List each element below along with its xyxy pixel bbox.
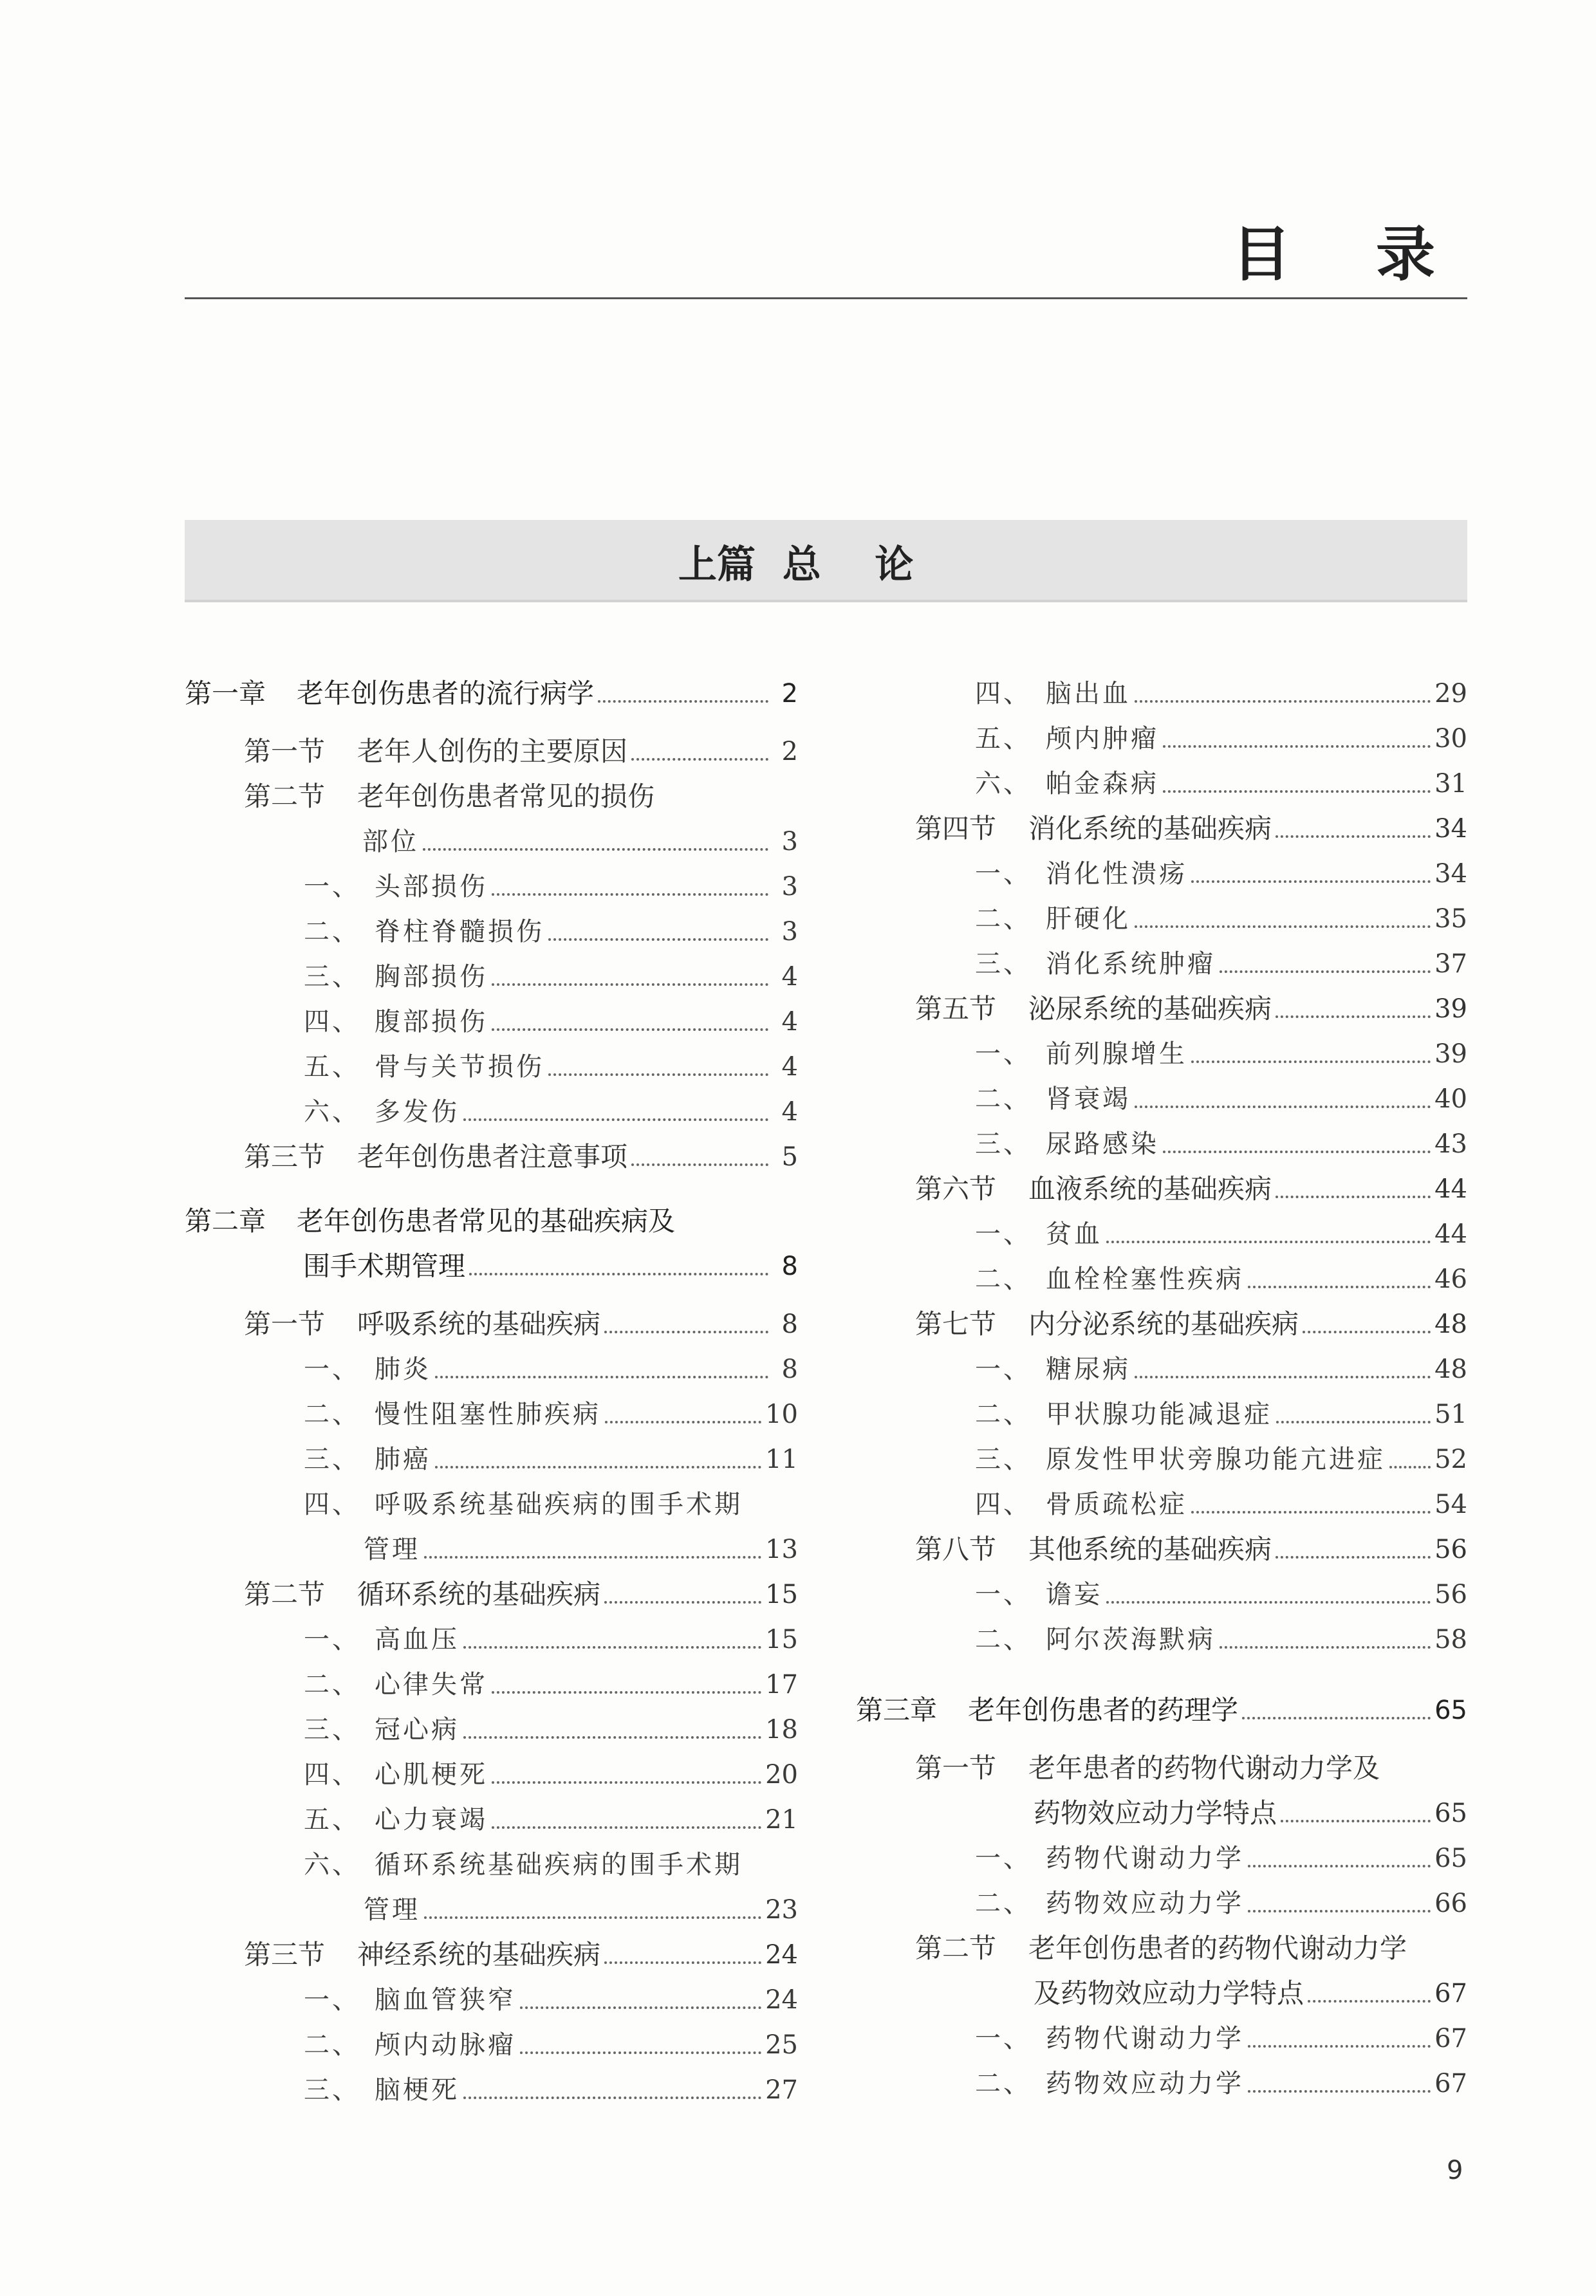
- toc-entry-title: 头部损伤: [375, 872, 488, 902]
- page-title: 目 录: [1231, 220, 1467, 289]
- toc-entry-page: 3: [781, 827, 798, 856]
- toc-entry-page: 48: [1434, 1310, 1467, 1339]
- toc-entry: [975, 945, 1467, 983]
- dot-leader: [423, 848, 768, 851]
- toc-entry-title: 老年创伤患者常见的损伤: [357, 781, 655, 812]
- toc-entry-title: 原发性甲状旁腺功能亢进症: [1046, 1445, 1386, 1474]
- toc-entry-title: 脑出血: [1046, 679, 1131, 708]
- toc-entry: [304, 1093, 798, 1131]
- toc-entry-page: 5: [781, 1142, 798, 1172]
- toc-entry-page: 58: [1434, 1625, 1467, 1654]
- toc-entry-title: 循环系统的基础疾病: [357, 1578, 601, 1610]
- dot-leader: [463, 1736, 761, 1739]
- toc-entry: [304, 1350, 798, 1389]
- toc-entry-page: 27: [765, 2075, 798, 2105]
- page-number: 9: [1447, 2156, 1463, 2185]
- toc-entry-title: 心律失常: [375, 1670, 488, 1699]
- dot-leader: [1135, 1106, 1431, 1108]
- toc-entry: [244, 1936, 798, 1974]
- toc-entry-title: 甲状腺功能减退症: [1046, 1400, 1272, 1429]
- toc-entry: [915, 1929, 1467, 1968]
- dot-leader: [424, 1916, 761, 1919]
- toc-entry-page: 65: [1434, 1799, 1467, 1828]
- dot-leader: [1106, 1601, 1431, 1604]
- dot-leader: [492, 1781, 761, 1784]
- toc-entry: [185, 1202, 798, 1241]
- toc-entry-label: 六、: [304, 1850, 360, 1880]
- dot-leader: [1248, 2045, 1431, 2048]
- toc-entry-label: 四、: [304, 1490, 360, 1519]
- dot-leader: [1248, 1910, 1431, 1912]
- toc-entry: [975, 1350, 1467, 1389]
- toc-entry-label: 二、: [975, 2069, 1032, 2098]
- dot-leader: [598, 700, 768, 703]
- toc-entry-page: 43: [1434, 1129, 1467, 1159]
- toc-entry-label: 一、: [975, 1039, 1032, 1069]
- toc-entry-title: 冠心病: [375, 1715, 459, 1745]
- dot-leader: [631, 758, 768, 761]
- toc-entry-page: 37: [1434, 949, 1467, 979]
- toc-entry: [975, 1884, 1467, 1923]
- toc-entry-title: 脑血管狭窄: [375, 1985, 516, 2015]
- toc-entry-title: 糖尿病: [1046, 1355, 1131, 1384]
- toc-entry-title: 神经系统的基础疾病: [357, 1939, 601, 1970]
- toc-entry-page: 2: [781, 737, 798, 766]
- toc-entry: [975, 1035, 1467, 1073]
- toc-entry: [303, 1247, 798, 1286]
- toc-entry: [304, 1048, 798, 1086]
- toc-entry: [975, 900, 1467, 938]
- toc-entry-label: 一、: [975, 1580, 1032, 1609]
- dot-leader: [1191, 1060, 1431, 1063]
- toc-entry: [975, 719, 1467, 758]
- toc-entry: [304, 1485, 798, 1524]
- toc-entry: [915, 810, 1467, 848]
- dot-leader: [492, 1826, 761, 1829]
- toc-entry-title: 血栓栓塞性疾病: [1046, 1264, 1244, 1294]
- dot-leader: [1191, 880, 1431, 883]
- dot-leader: [463, 1118, 768, 1121]
- toc-entry: [304, 2071, 798, 2109]
- dot-leader: [520, 2006, 761, 2009]
- dot-leader: [1276, 835, 1431, 838]
- toc-entry-title: 多发伤: [375, 1097, 459, 1127]
- toc-entry-page: 21: [765, 1805, 798, 1835]
- toc-entry-label: 一、: [304, 1625, 360, 1654]
- toc-entry: [975, 1125, 1467, 1163]
- toc-entry-title: 药物代谢动力学: [1046, 2024, 1244, 2053]
- toc-entry: [975, 674, 1467, 713]
- toc-entry-title: 阿尔茨海默病: [1046, 1625, 1216, 1654]
- toc-entry-page: 67: [1434, 1979, 1467, 2008]
- toc-entry: [244, 777, 798, 816]
- dot-leader: [463, 1646, 761, 1649]
- dot-leader: [1135, 700, 1431, 703]
- toc-entry-label: 二、: [304, 917, 360, 947]
- toc-entry-label: 三、: [304, 962, 360, 992]
- toc-entry-title: 老年人创伤的主要原因: [357, 736, 628, 767]
- toc-entry: [304, 2026, 798, 2064]
- dot-leader: [492, 1691, 761, 1694]
- toc-entry-label: 二、: [975, 1400, 1032, 1429]
- dot-leader: [1281, 1820, 1431, 1822]
- toc-entry-page: 40: [1434, 1084, 1467, 1114]
- dot-leader: [469, 1273, 768, 1275]
- toc-entry-page: 56: [1434, 1580, 1467, 1609]
- toc-entry-label: 五、: [304, 1052, 360, 1082]
- toc-entry: [304, 912, 798, 951]
- toc-entry-label: 三、: [975, 1129, 1032, 1159]
- toc-entry-page: 34: [1434, 814, 1467, 844]
- toc-entry-page: 65: [1434, 1844, 1467, 1873]
- dot-leader: [520, 2051, 761, 2054]
- toc-entry: [915, 1530, 1467, 1569]
- toc-entry-page: 13: [765, 1535, 798, 1564]
- toc-entry-page: 10: [765, 1400, 798, 1429]
- dot-leader: [1163, 745, 1431, 748]
- toc-entry-page: 15: [765, 1625, 798, 1654]
- toc-entry-label: 第二节: [244, 781, 326, 812]
- toc-entry-title: 贫血: [1046, 1219, 1102, 1249]
- toc-entry-label: 第一节: [244, 736, 326, 767]
- dot-leader: [463, 2097, 761, 2099]
- toc-entry: [975, 1839, 1467, 1878]
- toc-entry-title: 药物效应动力学特点: [1034, 1797, 1277, 1829]
- dot-leader: [1308, 2000, 1431, 2003]
- toc-entry: [915, 1749, 1467, 1788]
- toc-entry-page: 29: [1434, 679, 1467, 708]
- toc-entry-page: 4: [781, 1097, 798, 1127]
- toc-entry: [244, 1138, 798, 1176]
- toc-entry-page: 39: [1434, 1039, 1467, 1069]
- toc-entry-title: 慢性阻塞性肺疾病: [375, 1400, 601, 1429]
- toc-entry-label: 四、: [975, 1490, 1032, 1519]
- toc-entry-label: 二、: [975, 904, 1032, 934]
- dot-leader: [1303, 1331, 1431, 1333]
- toc-entry-page: 44: [1434, 1174, 1467, 1204]
- toc-entry: [304, 1395, 798, 1434]
- dot-leader: [1248, 1865, 1431, 1867]
- toc-entry-title: 骨与关节损伤: [375, 1052, 544, 1082]
- dot-leader: [1163, 790, 1431, 793]
- toc-entry-page: 65: [1434, 1696, 1467, 1725]
- dot-leader: [604, 1331, 768, 1333]
- toc-entry: [244, 1575, 798, 1614]
- toc-entry-title: 老年创伤患者的药理学: [968, 1694, 1239, 1726]
- toc-entry-page: 23: [765, 1895, 798, 1925]
- toc-entry-label: 第八节: [915, 1533, 997, 1565]
- toc-entry-title: 消化系统肿瘤: [1046, 949, 1216, 979]
- toc-entry-page: 11: [765, 1445, 798, 1474]
- toc-entry: [304, 1755, 798, 1794]
- dot-leader: [1220, 970, 1431, 973]
- dot-leader: [1276, 1196, 1431, 1198]
- dot-leader: [1389, 1466, 1431, 1468]
- toc-entry-title: 其他系统的基础疾病: [1028, 1533, 1272, 1565]
- toc-entry-title: 骨质疏松症: [1046, 1490, 1187, 1519]
- toc-entry-page: 56: [1434, 1535, 1467, 1564]
- dot-leader: [492, 893, 768, 896]
- toc-entry-title: 呼吸系统基础疾病的围手术期: [375, 1490, 743, 1519]
- dot-leader: [1220, 1646, 1431, 1649]
- toc-entry-label: 一、: [975, 1219, 1032, 1249]
- toc-entry-label: 三、: [304, 1445, 360, 1474]
- dot-leader: [1106, 1241, 1431, 1243]
- toc-entry-page: 4: [781, 962, 798, 992]
- toc-entry-label: 二、: [304, 2030, 360, 2060]
- toc-entry-label: 一、: [975, 2024, 1032, 2053]
- toc-entry-page: 17: [765, 1670, 798, 1699]
- toc-entry-label: 一、: [304, 1355, 360, 1384]
- toc-entry-page: 25: [765, 2030, 798, 2060]
- toc-entry: [975, 2064, 1467, 2103]
- toc-entry-title: 老年患者的药物代谢动力学及: [1028, 1752, 1380, 1784]
- dot-leader: [1191, 1511, 1431, 1514]
- toc-entry-page: 51: [1434, 1400, 1467, 1429]
- toc-entry: [975, 1485, 1467, 1524]
- toc-entry-label: 三、: [975, 949, 1032, 979]
- toc-entry-title: 心肌梗死: [375, 1760, 488, 1790]
- title-rule: [185, 297, 1467, 299]
- toc-entry: [362, 822, 798, 861]
- toc-entry-title: 肺癌: [375, 1445, 431, 1474]
- toc-entry-title: 消化系统的基础疾病: [1028, 813, 1272, 844]
- toc-entry-title: 药物代谢动力学: [1046, 1844, 1244, 1873]
- toc-entry-page: 8: [781, 1252, 798, 1281]
- toc-entry-page: 3: [781, 872, 798, 902]
- toc-entry: [304, 958, 798, 996]
- toc-entry: [975, 1440, 1467, 1479]
- toc-entry-page: 4: [781, 1052, 798, 1082]
- toc-entry-title: 脊柱脊髓损伤: [375, 917, 544, 947]
- toc-entry-page: 24: [765, 1985, 798, 2015]
- toc-entry-title: 高血压: [375, 1625, 459, 1654]
- toc-entry-page: 30: [1434, 724, 1467, 754]
- toc-entry: [915, 1305, 1467, 1344]
- toc-entry-title: 颅内动脉瘤: [375, 2030, 516, 2060]
- toc-entry-label: 三、: [975, 1445, 1032, 1474]
- toc-entry: [975, 764, 1467, 803]
- toc-entry-page: 67: [1434, 2069, 1467, 2098]
- toc-entry-title: 药物效应动力学: [1046, 2069, 1244, 2098]
- dot-leader: [631, 1163, 768, 1166]
- toc-entry-title: 及药物效应动力学特点: [1034, 1977, 1304, 2009]
- toc-entry-page: 66: [1434, 1889, 1467, 1918]
- toc-entry-label: 二、: [304, 1400, 360, 1429]
- dot-leader: [548, 1073, 768, 1076]
- toc-entry-title: 肝硬化: [1046, 904, 1131, 934]
- toc-entry-title: 前列腺增生: [1046, 1039, 1187, 1069]
- toc-entry-title: 老年创伤患者常见的基础疾病及: [297, 1205, 676, 1237]
- toc-entry-label: 第六节: [915, 1173, 997, 1205]
- toc-entry-title: 泌尿系统的基础疾病: [1028, 993, 1272, 1024]
- toc-entry-page: 4: [781, 1007, 798, 1037]
- dot-leader: [1276, 1421, 1431, 1423]
- toc-entry-label: 三、: [304, 1715, 360, 1745]
- toc-entry: [364, 1891, 798, 1929]
- toc-entry-page: 44: [1434, 1219, 1467, 1249]
- toc-entry-label: 三、: [304, 2075, 360, 2105]
- toc-entry: [856, 1691, 1467, 1730]
- toc-entry: [975, 1395, 1467, 1434]
- toc-entry-label: 一、: [975, 1355, 1032, 1384]
- dot-leader: [1248, 2090, 1431, 2093]
- toc-entry-title: 消化性溃疡: [1046, 859, 1187, 889]
- toc-entry-title: 管理: [364, 1535, 420, 1564]
- dot-leader: [492, 983, 768, 986]
- toc-entry-label: 第一节: [915, 1752, 997, 1784]
- dot-leader: [1135, 1376, 1431, 1378]
- toc-entry-page: 34: [1434, 859, 1467, 889]
- dot-leader: [1276, 1015, 1431, 1018]
- dot-leader: [1163, 1151, 1431, 1153]
- toc-entry-title: 谵妄: [1046, 1580, 1102, 1609]
- dot-leader: [1135, 925, 1431, 928]
- toc-entry-title: 颅内肿瘤: [1046, 724, 1159, 754]
- toc-entry-page: 54: [1434, 1490, 1467, 1519]
- toc-entry-label: 六、: [304, 1097, 360, 1127]
- toc-entry-title: 帕金森病: [1046, 769, 1159, 799]
- dot-leader: [605, 1421, 761, 1423]
- dot-leader: [604, 1601, 761, 1604]
- toc-entry: [304, 1981, 798, 2019]
- toc-entry-label: 五、: [304, 1805, 360, 1835]
- toc-entry-title: 肺炎: [375, 1355, 431, 1384]
- toc-entry: [975, 1620, 1467, 1659]
- toc-entry: [304, 1620, 798, 1659]
- toc-entry-page: 15: [765, 1580, 798, 1609]
- toc-entry: [304, 1003, 798, 1041]
- toc-entry-title: 老年创伤患者的药物代谢动力学: [1028, 1932, 1407, 1964]
- dot-leader: [1276, 1556, 1431, 1559]
- toc-entry: [364, 1530, 798, 1569]
- dot-leader: [492, 1028, 768, 1031]
- toc-entry: [304, 1846, 798, 1884]
- toc-entry-page: 3: [781, 917, 798, 947]
- toc-entry-label: 一、: [975, 1844, 1032, 1873]
- toc-entry-title: 老年创伤患者注意事项: [357, 1141, 628, 1172]
- toc-entry-label: 第二章: [185, 1205, 266, 1237]
- toc-entry-label: 二、: [975, 1084, 1032, 1114]
- toc-entry: [915, 990, 1467, 1028]
- toc-entry-title: 围手术期管理: [303, 1250, 466, 1282]
- toc-entry-page: 8: [781, 1310, 798, 1339]
- toc-entry: [975, 1260, 1467, 1299]
- toc-entry-page: 52: [1434, 1445, 1467, 1474]
- toc-entry-title: 血液系统的基础疾病: [1028, 1173, 1272, 1205]
- toc-entry-title: 肾衰竭: [1046, 1084, 1131, 1114]
- toc-entry-page: 8: [781, 1355, 798, 1384]
- toc-entry-label: 第三章: [856, 1694, 938, 1726]
- toc-entry-label: 六、: [975, 769, 1032, 799]
- toc-entry-page: 24: [765, 1940, 798, 1970]
- toc-entry-page: 35: [1434, 904, 1467, 934]
- toc-entry-page: 39: [1434, 994, 1467, 1024]
- toc-entry: [304, 1665, 798, 1704]
- toc-entry-page: 46: [1434, 1264, 1467, 1294]
- toc-entry-label: 五、: [975, 724, 1032, 754]
- toc-entry-title: 药物效应动力学: [1046, 1889, 1244, 1918]
- dot-leader: [1248, 1286, 1431, 1288]
- toc-entry-title: 循环系统基础疾病的围手术期: [375, 1850, 743, 1880]
- toc-entry-page: 67: [1434, 2024, 1467, 2053]
- toc-entry-label: 二、: [975, 1264, 1032, 1294]
- part-title: 上篇 总 论: [678, 542, 914, 588]
- toc-entry: [304, 1440, 798, 1479]
- toc-entry-label: 第三节: [244, 1141, 326, 1172]
- toc-entry-label: 第四节: [915, 813, 997, 844]
- toc-entry: [244, 1305, 798, 1344]
- dot-leader: [435, 1376, 768, 1378]
- toc-entry-title: 尿路感染: [1046, 1129, 1159, 1159]
- toc-entry-label: 第二节: [244, 1578, 326, 1610]
- toc-entry-label: 第三节: [244, 1939, 326, 1970]
- dot-leader: [548, 938, 768, 941]
- toc-entry-title: 老年创伤患者的流行病学: [297, 678, 595, 709]
- toc-entry-label: 第一节: [244, 1308, 326, 1340]
- toc-entry-label: 第二节: [915, 1932, 997, 1964]
- toc-entry-label: 一、: [975, 859, 1032, 889]
- toc-entry: [304, 867, 798, 906]
- toc-entry-title: 呼吸系统的基础疾病: [357, 1308, 601, 1340]
- toc-entry-title: 心力衰竭: [375, 1805, 488, 1835]
- toc-entry-page: 20: [765, 1760, 798, 1790]
- toc-entry-label: 第七节: [915, 1308, 997, 1340]
- toc-entry-title: 管理: [364, 1895, 420, 1925]
- toc-entry-title: 内分泌系统的基础疾病: [1028, 1308, 1299, 1340]
- toc-entry-label: 第一章: [185, 678, 266, 709]
- toc-entry-label: 四、: [304, 1007, 360, 1037]
- toc-entry-title: 脑梗死: [375, 2075, 459, 2105]
- toc-entry: [975, 2019, 1467, 2058]
- toc-entry: [975, 855, 1467, 893]
- toc-entry-label: 二、: [304, 1670, 360, 1699]
- toc-entry-label: 四、: [975, 679, 1032, 708]
- toc-entry-label: 二、: [975, 1625, 1032, 1654]
- dot-leader: [604, 1961, 761, 1964]
- toc-entry-title: 部位: [362, 827, 419, 856]
- dot-leader: [435, 1466, 761, 1468]
- toc-entry: [1034, 1974, 1467, 2013]
- toc-entry: [304, 1801, 798, 1839]
- toc-entry: [975, 1215, 1467, 1254]
- toc-entry-label: 二、: [975, 1889, 1032, 1918]
- toc-entry: [185, 674, 798, 713]
- toc-entry: [975, 1080, 1467, 1118]
- dot-leader: [424, 1556, 761, 1559]
- toc-entry: [975, 1575, 1467, 1614]
- toc-entry-page: 48: [1434, 1355, 1467, 1384]
- toc-entry: [1034, 1794, 1467, 1833]
- toc-entry: [244, 732, 798, 771]
- toc-entry-label: 第五节: [915, 993, 997, 1024]
- toc-entry-label: 四、: [304, 1760, 360, 1790]
- toc-entry-title: 腹部损伤: [375, 1007, 488, 1037]
- toc-entry-label: 一、: [304, 1985, 360, 2015]
- toc-entry-page: 2: [781, 679, 798, 708]
- toc-entry: [915, 1170, 1467, 1208]
- toc-entry-page: 18: [765, 1715, 798, 1745]
- toc-entry-label: 一、: [304, 872, 360, 902]
- toc-entry: [304, 1710, 798, 1749]
- dot-leader: [1242, 1717, 1431, 1719]
- toc-entry-page: 31: [1434, 769, 1467, 799]
- toc-entry-title: 胸部损伤: [375, 962, 488, 992]
